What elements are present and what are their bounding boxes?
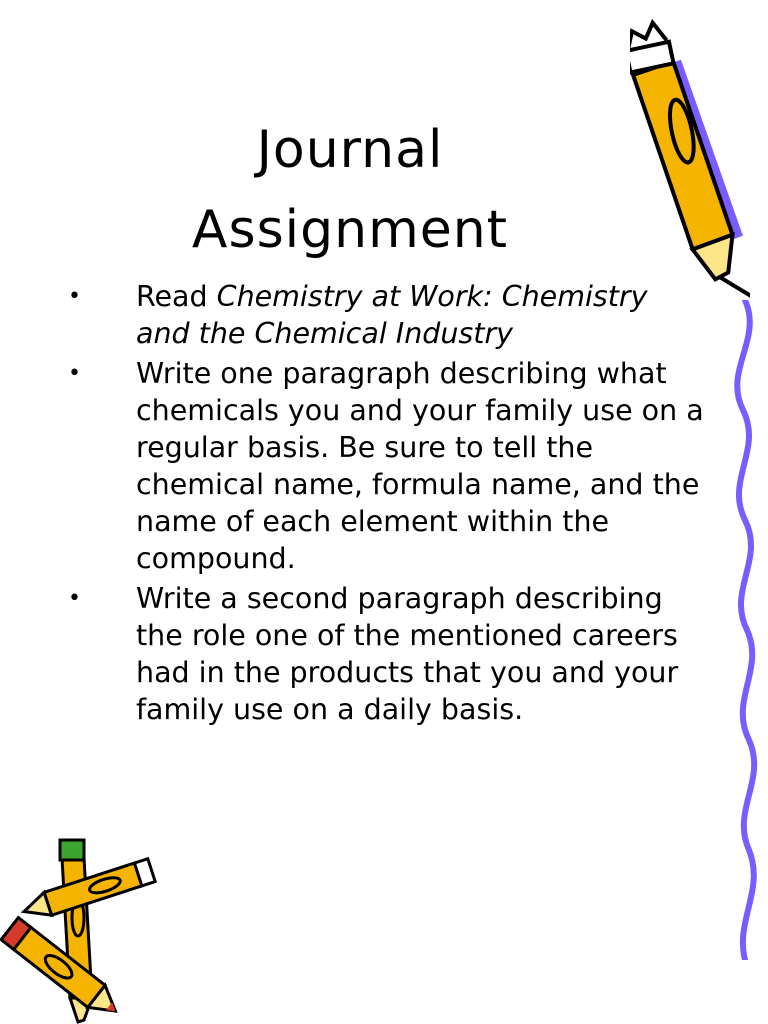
bullet-item-paragraph-two xyxy=(60,580,710,728)
bullet-text xyxy=(136,278,710,352)
book-title: Chemistry at Work: Chemistry and the Chemical Industry xyxy=(136,280,648,350)
bullet-text: Write one paragraph describing what chemicals you and your family use on a regular basis. Be sure to tell the chemical name, formula name, and the name of each element within the compound. xyxy=(136,357,704,575)
title-line-1: Journal xyxy=(256,120,444,180)
pencil-icon xyxy=(630,10,750,310)
crossed-pencils-icon xyxy=(0,828,160,1024)
bullet-text: Write a second paragraph describing the role one of the mentioned careers had in the products that you and your family use on a daily basis. xyxy=(136,582,679,726)
title-line-2: Assignment xyxy=(191,200,509,260)
slide-title xyxy=(100,110,600,270)
bullet-marker: • xyxy=(68,284,81,309)
bullet-item-paragraph-one xyxy=(60,355,710,577)
squiggle-line xyxy=(715,300,768,960)
bullet-item-reading xyxy=(60,278,710,352)
bullet-marker: • xyxy=(68,586,81,611)
bullet-marker: • xyxy=(68,361,81,386)
bullet-prefix: Read xyxy=(136,280,217,313)
bullet-list xyxy=(60,278,710,731)
